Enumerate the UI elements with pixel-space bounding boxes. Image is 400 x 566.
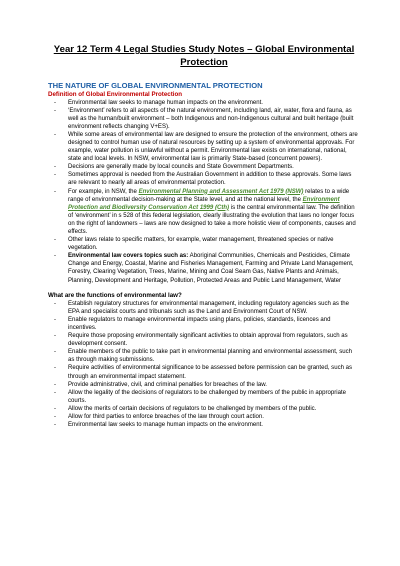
bullet-dash: - bbox=[54, 422, 57, 429]
bullet-dash: - bbox=[54, 131, 57, 138]
bullet-dash: - bbox=[54, 333, 57, 340]
title-line-1: Year 12 Term 4 Legal Studies Study Notes – Global Environmental bbox=[53, 44, 355, 55]
bullet-dash: - bbox=[54, 172, 57, 179]
list-item: - Allow the merits of certain decisions of regulators to be challenged by members of the public. bbox=[54, 405, 317, 412]
document-title bbox=[48, 44, 360, 69]
definition-heading: Definition of Global Environmental Protection bbox=[48, 90, 183, 98]
list-item-nsw-example: - For example, in NSW, the Environmental Planning and Assessment Act 1979 (NSW) relates to a wide range of environmental decision-making at the State level, and at the national level, the Environment Protection and Biodiversity Conservation Act 1999 (Cth) is the central environmental law. The definition of ‘environment’ in s 528 of this federal legislation, clearly illustrating the evolution that laws no longer focus on the right of landowners – laws are now designed to take a more holistic view of components, causes and effects. bbox=[54, 188, 356, 235]
list-item-topics: - Environmental law covers topics such as: Aboriginal Communities, Chemicals and Pesticides, Climate Change and Energy, Coastal, Marine and Fisheries Management, Farming and Private Land Management, Forestry, Clearing Vegetation, Trees, Marine, Mining and Coal Seam Gas, Native Plants and Animals, Planning, Development and Heritage, Pollution, Protected Areas and Public Land Management, Water bbox=[54, 253, 354, 284]
functions-list bbox=[48, 300, 360, 430]
bullet-dash: - bbox=[54, 107, 57, 114]
list-item: - Allow for third parties to enforce breaches of the law through court action. bbox=[54, 413, 264, 420]
topics-label: Environmental law covers topics such as: bbox=[68, 253, 189, 260]
list-item: - Enable regulators to manage environmental impacts using plans, policies, standards, licences and incentives. bbox=[54, 316, 331, 331]
bullet-dash: - bbox=[54, 99, 57, 106]
bullet-dash: - bbox=[54, 237, 57, 244]
list-item: - Enable members of the public to take part in environmental planning and environmental assessment, such as through making submissions. bbox=[54, 349, 353, 364]
list-item: - Establish regulatory structures for environmental management, including regulatory agencies such as the EPA and specialist courts and tribunals such as the Land and Environment Court of NSW. bbox=[54, 300, 349, 315]
bullet-dash: - bbox=[54, 405, 57, 412]
law-link-epbc-act[interactable]: Environment Protection and Biodiversity Conservation Act 1999 (Cth) bbox=[68, 196, 340, 211]
bullet-dash: - bbox=[54, 365, 57, 372]
list-item: - Require activities of environmental significance to be assessed before permission can be granted, such as through an environmental impact statement. bbox=[54, 365, 353, 380]
list-item: - ‘Environment’ refers to all aspects of the natural environment, including land, air, water, flora and fauna, as well as the human/built environment – both Indigenous and non-Indigenous cultural and built heritage (built environment reflects changing V+ES). bbox=[54, 107, 354, 130]
title-line-2: Protection bbox=[180, 56, 228, 68]
list-item: - Require those proposing environmentally significant activities to obtain approval from regulators, such as development consent. bbox=[54, 333, 348, 348]
bullet-dash: - bbox=[54, 349, 57, 356]
list-item: - Allow the legality of the decisions of regulators to be challenged by members of the public in appropriate courts. bbox=[54, 389, 346, 404]
bullet-dash: - bbox=[54, 188, 57, 195]
bullet-dash: - bbox=[54, 413, 57, 420]
bullet-dash: - bbox=[54, 164, 57, 171]
definition-list bbox=[48, 99, 360, 285]
list-item: - Provide administrative, civil, and criminal penalties for breaches of the law. bbox=[54, 381, 267, 388]
list-item: - Environmental law seeks to manage human impacts on the environment. bbox=[54, 422, 263, 429]
section-heading: THE NATURE OF GLOBAL ENVIRONMENTAL PROTECTION bbox=[48, 81, 263, 90]
bullet-dash: - bbox=[54, 300, 57, 307]
law-link-epa-act[interactable]: Environmental Planning and Assessment Act 1979 (NSW) bbox=[138, 188, 304, 195]
list-item: - Decisions are generally made by local councils and State Government Departments. bbox=[54, 164, 294, 171]
list-item: - Environmental law seeks to manage human impacts on the environment. bbox=[54, 99, 263, 106]
list-item: - Other laws relate to specific matters, for example, water management, threatened species or native vegetation. bbox=[54, 237, 334, 252]
bullet-dash: - bbox=[54, 389, 57, 396]
bullet-dash: - bbox=[54, 381, 57, 388]
list-item: - While some areas of environmental law are designed to ensure the protection of the environment, others are designed to control human use of natural resources by setting up a system of environmental approvals. For example, water pollution is unlawful without a permit. Environmental law exists on international, national, state and local levels. In NSW, environmental law is primarily State-based (concurrent powers). bbox=[54, 131, 358, 163]
functions-heading: What are the functions of environmental law? bbox=[48, 291, 182, 299]
bullet-dash: - bbox=[54, 253, 57, 260]
list-item: - Sometimes approval is needed from the Australian Government in addition to these approvals. Some laws are relevant to nearly all areas of environmental protection. bbox=[54, 172, 352, 187]
bullet-dash: - bbox=[54, 316, 57, 323]
